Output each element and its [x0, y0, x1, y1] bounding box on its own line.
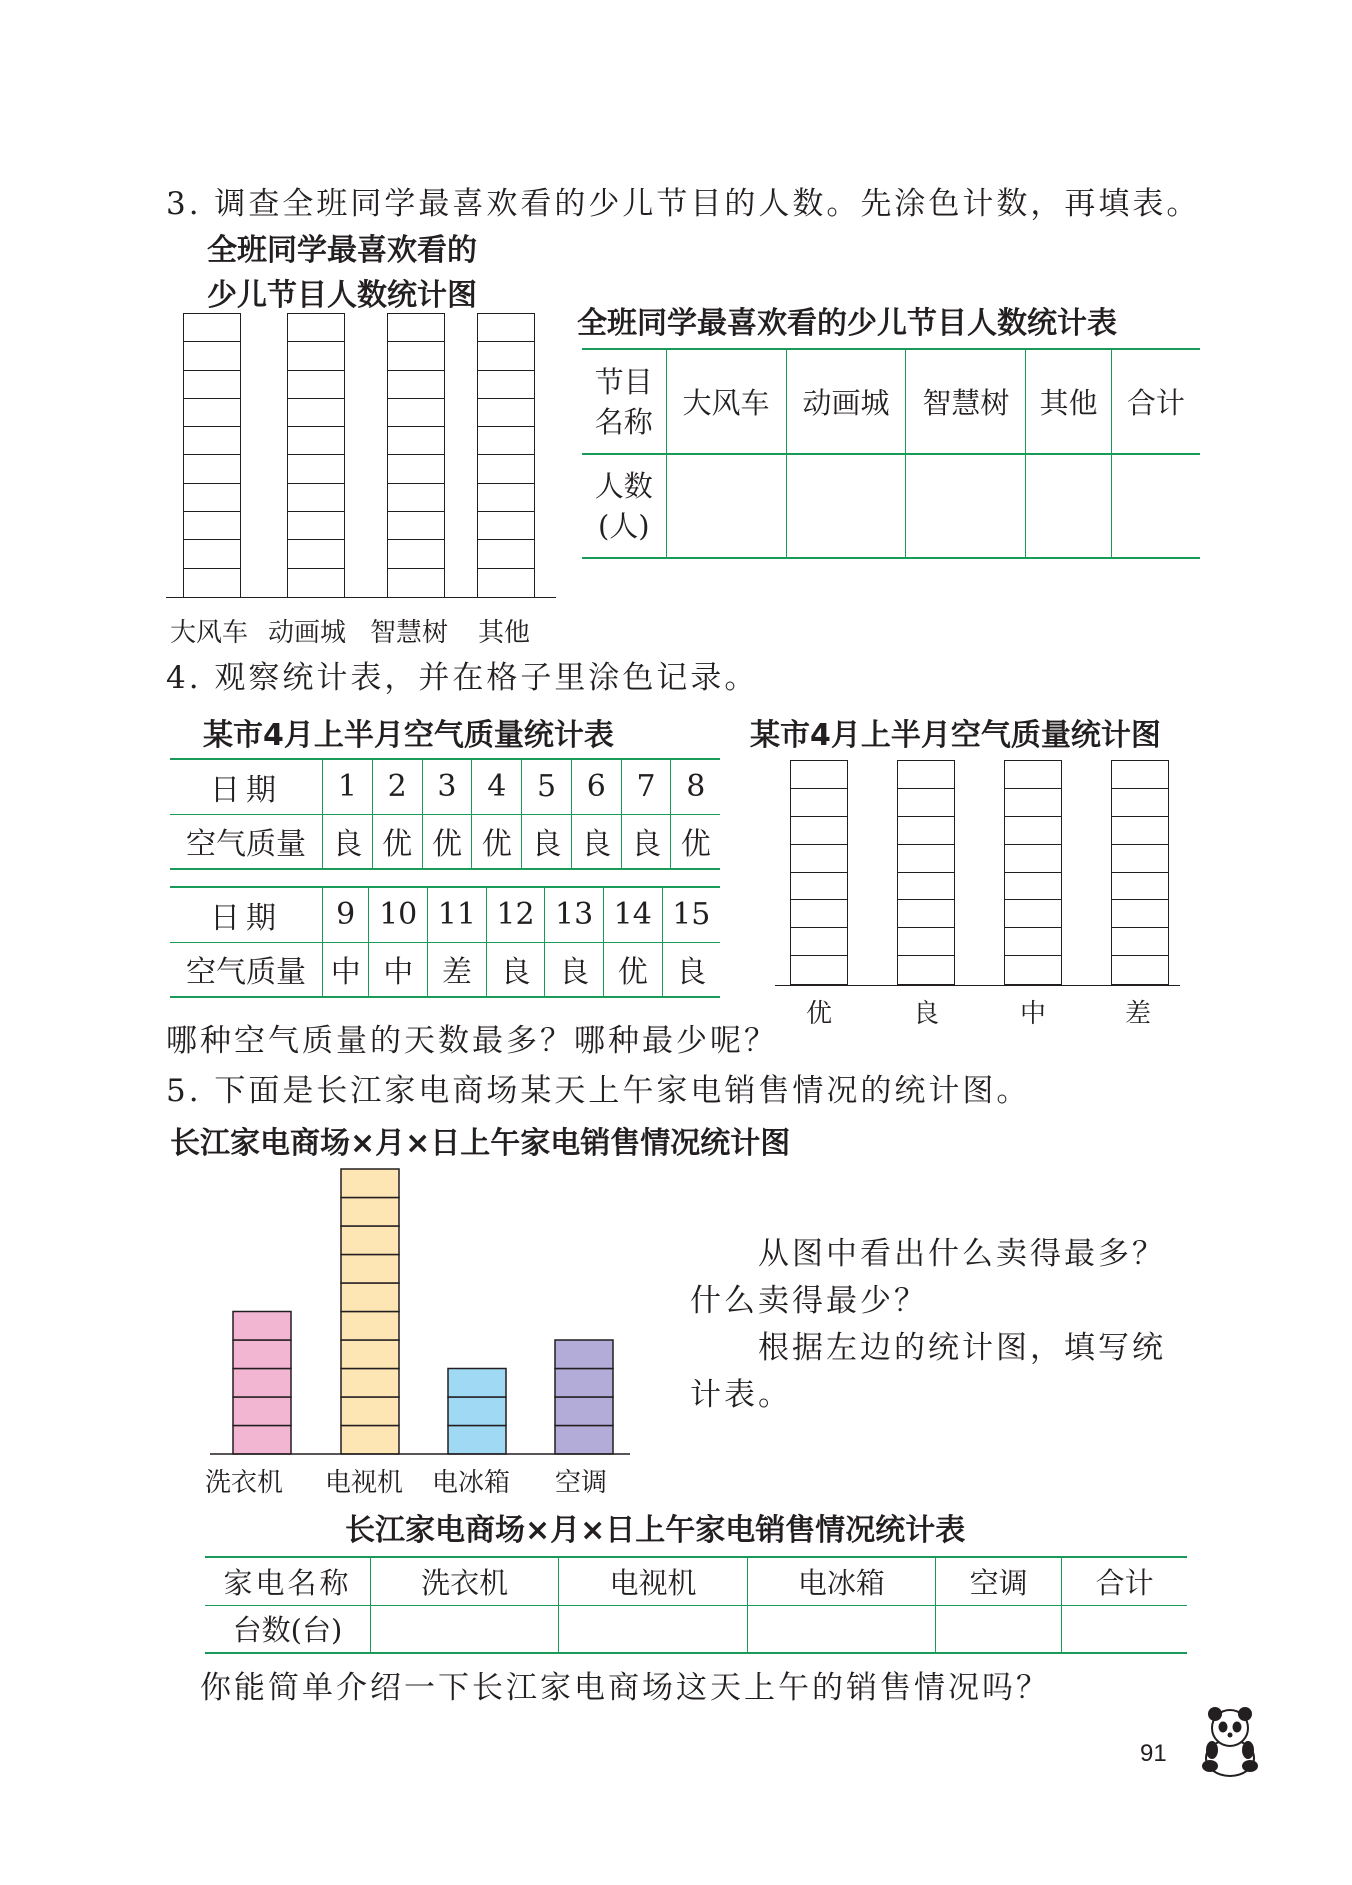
- q3-col-header: 动画城: [786, 349, 906, 454]
- q4-quality-label: 空气质量: [170, 942, 323, 997]
- q5-bar-cell: [233, 1369, 291, 1398]
- q3-bar-grid-zhihuishu[interactable]: [387, 313, 445, 598]
- q4-quality: 中: [323, 942, 369, 997]
- q4-question: 4. 观察统计表，并在格子里涂色记录。: [166, 660, 759, 696]
- q5-x-label: 电视机: [325, 1468, 404, 1498]
- q4-x-label: 差: [1125, 999, 1152, 1029]
- q4-date: 6: [571, 759, 621, 814]
- q4-quality: 优: [680, 827, 711, 863]
- q3-x-label: 其他: [478, 618, 531, 648]
- q4-quality: 优: [422, 814, 472, 869]
- q5-answer-cell[interactable]: [371, 1605, 559, 1653]
- q4-x-label: 良: [913, 999, 940, 1029]
- q5-bar-1: [233, 1312, 291, 1455]
- q5-bar-cell: [341, 1397, 399, 1426]
- q3-chart-title-1: 全班同学最喜欢看的: [207, 233, 477, 268]
- q3-row-header-count: 人数 (人): [582, 454, 666, 558]
- q4-date: 4: [472, 759, 522, 814]
- q4-date: 9: [323, 887, 369, 942]
- q5-bar-cell: [233, 1312, 291, 1341]
- q5-col-header: 电冰箱: [747, 1557, 935, 1605]
- q5-question: 5. 下面是长江家电商场某天上午家电销售情况的统计图。: [166, 1073, 1031, 1109]
- q4-bar-grid-cha[interactable]: [1111, 760, 1169, 985]
- q5-table: [205, 1556, 1187, 1654]
- q4-x-label: 优: [806, 999, 833, 1029]
- q5-side-text-2a: 根据左边的统计图，填写统: [758, 1330, 1166, 1366]
- q4-quality: 良: [676, 955, 707, 991]
- q3-col-header: 合计: [1126, 386, 1185, 420]
- q5-side-text-1a: 从图中看出什么卖得最多？: [758, 1236, 1166, 1272]
- q4-bar-grid-zhong[interactable]: [1004, 760, 1062, 985]
- q4-quality: 差: [428, 942, 487, 997]
- q5-x-label: 电冰箱: [432, 1468, 511, 1498]
- q5-bar-cell: [233, 1426, 291, 1455]
- q4-quality: 良: [522, 814, 572, 869]
- q3-x-label: 大风车: [170, 618, 249, 648]
- q3-x-label: 智慧树: [370, 618, 449, 648]
- q3-answer-cell[interactable]: [906, 454, 1026, 558]
- q5-col-header: 洗衣机: [371, 1557, 559, 1605]
- q5-col-header: 空调: [935, 1557, 1061, 1605]
- q3-row-header-name: 节目 名称: [582, 349, 666, 454]
- q5-row-label: 台数(台): [205, 1605, 371, 1653]
- q4-quality: 中: [369, 942, 428, 997]
- q5-bar-cell: [448, 1397, 506, 1426]
- q4-table-part1: [170, 758, 720, 870]
- q5-answer-cell[interactable]: [747, 1605, 935, 1653]
- q4-quality: 优: [603, 942, 662, 997]
- q3-chart-title-2: 少儿节目人数统计图: [207, 278, 477, 313]
- q5-bar-cell: [555, 1397, 613, 1426]
- q5-bar-3: [448, 1369, 506, 1455]
- q5-bar-cell: [555, 1426, 613, 1455]
- q5-bar-cell: [448, 1426, 506, 1455]
- q4-quality-label: 空气质量: [170, 814, 323, 869]
- q5-bar-cell: [233, 1340, 291, 1369]
- q4-quality: 良: [323, 814, 373, 869]
- q3-bar-grid-donghuacheng[interactable]: [287, 313, 345, 598]
- q4-quality: 良: [486, 942, 545, 997]
- q4-table-part2: [170, 886, 720, 998]
- q4-table-title: 某市4月上半月空气质量统计表: [203, 718, 614, 753]
- q4-date: 13: [545, 887, 604, 942]
- q3-x-axis: [166, 597, 556, 598]
- q5-side-text-1b: 什么卖得最少？: [690, 1283, 928, 1319]
- q3-col-header: 大风车: [666, 349, 786, 454]
- q5-bar-2: [341, 1169, 399, 1454]
- q5-bottom-question: 你能简单介绍一下长江家电商场这天上午的销售情况吗？: [200, 1670, 1050, 1706]
- q5-col-header-total: 合计: [1095, 1565, 1154, 1600]
- q4-date: 11: [428, 887, 487, 942]
- q4-quality: 良: [621, 814, 671, 869]
- q5-bar-cell: [341, 1340, 399, 1369]
- q4-date: 1: [323, 759, 373, 814]
- q5-answer-cell[interactable]: [935, 1605, 1061, 1653]
- q5-x-label: 空调: [555, 1468, 608, 1498]
- panda-icon: [1190, 1700, 1270, 1780]
- q5-bar-4: [555, 1340, 613, 1454]
- q5-bar-cell: [555, 1340, 613, 1369]
- q4-quality: 良: [571, 814, 621, 869]
- q4-quality: 良: [545, 942, 604, 997]
- q5-table-title: 长江家电商场×月×日上午家电销售情况统计表: [345, 1513, 966, 1548]
- q3-x-label: 动画城: [268, 618, 347, 648]
- q3-col-header: 智慧树: [906, 349, 1026, 454]
- q4-date: 5: [522, 759, 572, 814]
- q5-bar-cell: [233, 1397, 291, 1426]
- q5-answer-cell[interactable]: [559, 1605, 747, 1653]
- q3-question: 3. 调查全班同学最喜欢看的少儿节目的人数。先涂色计数，再填表。: [166, 186, 1201, 222]
- q5-chart-title: 长江家电商场×月×日上午家电销售情况统计图: [170, 1126, 791, 1161]
- q5-bar-cell: [341, 1283, 399, 1312]
- q4-date: 10: [369, 887, 428, 942]
- q4-date: 2: [372, 759, 422, 814]
- q5-bar-cell: [341, 1255, 399, 1284]
- q3-bar-grid-dafengche[interactable]: [183, 313, 241, 598]
- q5-bar-cell: [341, 1198, 399, 1227]
- q3-answer-cell[interactable]: [1026, 454, 1111, 558]
- q3-bar-grid-qita[interactable]: [477, 313, 535, 598]
- q4-quality: 优: [372, 814, 422, 869]
- q4-date: 15: [672, 897, 711, 933]
- q4-date: 3: [422, 759, 472, 814]
- q4-bar-grid-you[interactable]: [790, 760, 848, 985]
- q4-date: 14: [603, 887, 662, 942]
- q3-col-header: 其他: [1026, 349, 1111, 454]
- q4-followup: 哪种空气质量的天数最多？哪种最少呢？: [166, 1023, 778, 1059]
- q5-x-label: 洗衣机: [205, 1468, 284, 1498]
- q5-bar-cell: [341, 1369, 399, 1398]
- page-number: 91: [1140, 1740, 1167, 1767]
- q3-answer-cell-total[interactable]: [1111, 454, 1200, 558]
- q4-chart-title: 某市4月上半月空气质量统计图: [750, 718, 1161, 753]
- q4-x-label: 中: [1020, 999, 1047, 1029]
- q5-bar-cell: [341, 1426, 399, 1455]
- q3-answer-cell[interactable]: [786, 454, 906, 558]
- q5-bar-cell: [341, 1312, 399, 1341]
- q3-table: [582, 348, 1200, 559]
- q4-bar-grid-liang[interactable]: [897, 760, 955, 985]
- q5-answer-cell-total[interactable]: [1062, 1605, 1187, 1653]
- q5-col-header: 电视机: [559, 1557, 747, 1605]
- q5-bar-cell: [448, 1369, 506, 1398]
- q4-date: 7: [621, 759, 671, 814]
- q5-bar-chart: [200, 1160, 640, 1460]
- q3-table-title: 全班同学最喜欢看的少儿节目人数统计表: [577, 306, 1117, 341]
- q4-date: 12: [486, 887, 545, 942]
- q5-bar-cell: [555, 1369, 613, 1398]
- q3-answer-cell[interactable]: [666, 454, 786, 558]
- q5-bar-cell: [341, 1169, 399, 1198]
- q5-bar-cell: [341, 1226, 399, 1255]
- q4-date: 8: [686, 769, 706, 805]
- q4-date-label: 日期: [170, 759, 323, 814]
- q4-date-label: 日期: [170, 887, 323, 942]
- q4-x-axis: [775, 985, 1180, 986]
- q5-table-header: 家电名称: [205, 1557, 371, 1605]
- q5-side-text-2b: 计表。: [690, 1377, 792, 1413]
- q4-quality: 优: [472, 814, 522, 869]
